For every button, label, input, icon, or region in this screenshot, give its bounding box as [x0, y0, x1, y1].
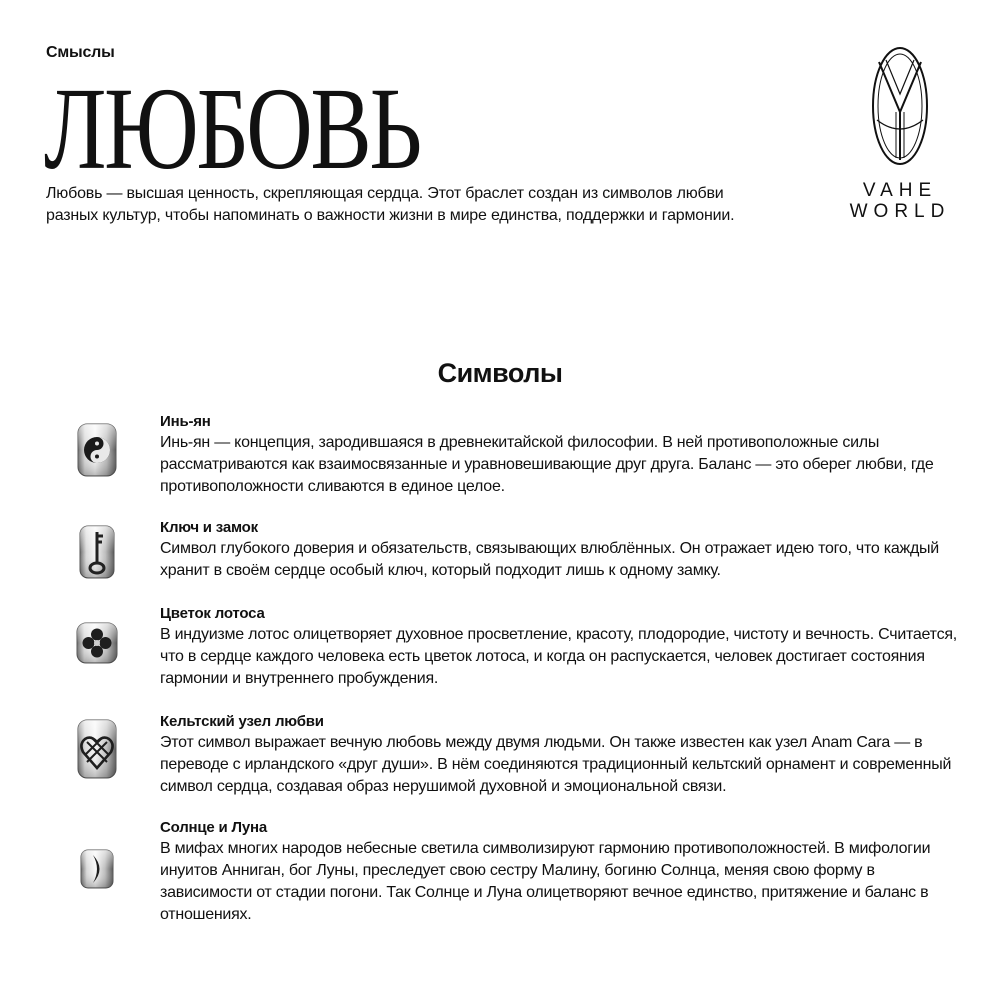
symbol-description: Инь-ян — концепция, зародившаяся в древнекитайской философии. В ней противоположные силы рассматриваются как взаимосвязанные и уравновешивающие друг друга. Баланс — это оберег любви, где противоположности сливаются в единое целое.	[160, 434, 934, 495]
symbol-description: Этот символ выражает вечную любовь между двумя людьми. Он также известен как узел Anam Cara — в переводе с ирландского «друг души». В нём соединяются традиционный кельтский орнамент и современный символ сердца, создавая образ нерушимой духовной и эмоциональной связи.	[160, 734, 952, 795]
section-title: Символы	[437, 358, 563, 388]
yin-yang-bead-icon	[76, 422, 118, 478]
intro-text: Любовь — высшая ценность, скрепляющая сердца. Этот браслет создан из символов любви разных культур, чтобы напоминать о важности жизни в мире единства, поддержки и гармонии.	[46, 185, 735, 224]
symbol-description: В индуизме лотос олицетворяет духовное просветление, красоту, плодородие, чистоту и вечность. Считается, что в сердце каждого человека есть цветок лотоса, и когда он распускается, человек достигает состояния гармонии и внутреннего пробуждения.	[160, 626, 957, 687]
key-bead-icon	[76, 524, 118, 580]
symbol-title: Инь-ян	[160, 413, 211, 430]
symbol-title: Ключ и замок	[160, 519, 258, 536]
celtic-knot-bead-icon	[76, 718, 118, 780]
symbol-description: Символ глубокого доверия и обязательств, связывающих влюблённых. Он отражает идею того, что каждый хранит в своём сердце особый ключ, который подходит лишь к одному замку.	[160, 540, 939, 579]
vahe-world-emblem-icon	[865, 42, 935, 176]
symbol-title: Кельтский узел любви	[160, 713, 324, 730]
lotus-bead-icon	[76, 620, 118, 666]
symbol-title: Солнце и Луна	[160, 819, 267, 836]
brand-name-line2: WORLD	[849, 201, 951, 222]
moon-bead-icon	[76, 848, 118, 890]
page-title: ЛЮБОВЬ	[44, 63, 420, 194]
symbol-title: Цветок лотоса	[160, 605, 265, 622]
brand-name-line1: VAHE	[862, 180, 938, 201]
symbol-description: В мифах многих народов небесные светила символизируют гармонию противоположностей. В мифологии инуитов Анниган, бог Луны, преследует свою сестру Малину, богиню Солнца, меняя свою форму в зависимости от стадии погони. Так Солнце и Луна олицетворяют вечное единство, притяжение и баланс в отношениях.	[160, 840, 931, 923]
page-kicker: Смыслы	[46, 44, 115, 61]
brand-logo	[840, 42, 960, 232]
